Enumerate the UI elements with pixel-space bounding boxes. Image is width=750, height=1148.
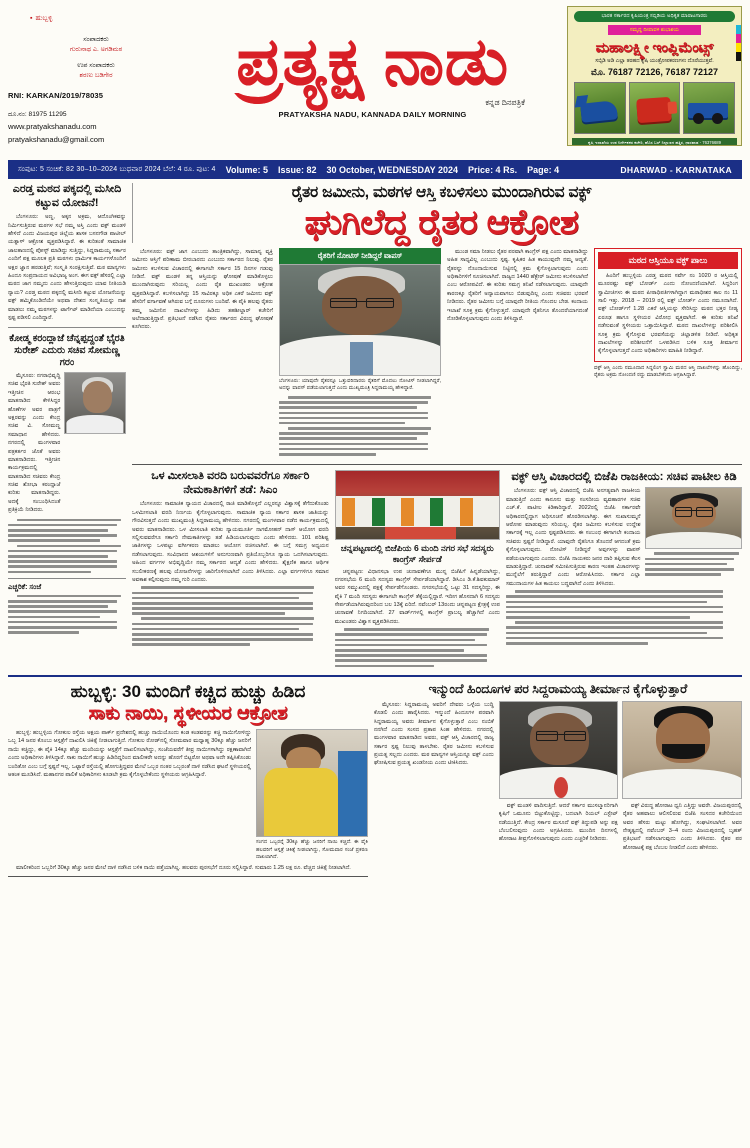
mid-center-story xyxy=(335,470,500,670)
mid-left-story xyxy=(132,470,329,670)
ad-phone-numbers: ಮೊ. 76187 72126, 76187 72127 xyxy=(591,67,718,77)
bottom-left-story xyxy=(8,682,368,877)
datebar-date: 30 October, WEDNESDAY 2024 xyxy=(326,164,459,175)
bottom-right-photo-pratap-simha xyxy=(622,701,742,799)
left-story1-body: ಬೆಂಗಳೂರು: ಅಣ್ಣ, ಅಕ್ಕನ ಅಕ್ರಮ, ಆದೊಂಗಿಕವನ್ನು ನಿರ್ಮಿಸುತ್ತಿರುವ ಮಠಗಳ ಸಭೆ ನಮ್ಮ ಅಸ್ತಿ ಎಂದು ವಕ್ಫ್ ಮಂಡಳಿ ಹೇಳಿದೆ ಎಂದು ವಿಜಯಪುರ ಜಿಲ್ಲೆಯ ಶಾಸಕ ಬಸನಗೌಡ ಪಾಟೀಲ್ ಯತ್ನಾಳ್ ಆಕ್ರೋಶ ವ್ಯಕ್ತಪಡಿಸಿದ್ದಾರೆ. ಈ ಕುರಿತಂತೆ ಸಾಮಾಜಿಕ ಜಾಲತಾಣದಲ್ಲಿ ಪೋಸ್ಟ್ ಮಾಡಿದ್ದು ಸುತ್ತಿದ್ದು, ಸಿದ್ದರಾಮಯ್ಯ ಸರ್ಕಾರ ಎಂದಿಗೆ ಪಕ್ಷ ಮೂಲಕ ಪ್ರತಿ ಮಠಗಳು ಧಾರ್ಮಿಕ ಕಾರ್ಯಗಳೊಂದಿಗೆ ಅಕ್ಷರ ಜ್ಞಾನ ಹರಡುತ್ತಿವೆ; ಸಂಸ್ಕೃತಿ ಸಂರಕ್ಷಿಸುತ್ತಿವೆ. ಮಠ ಮಾನ್ಯಗಳು ಹಿಂದೂ ಸಂಪ್ರದಾಯದ ಅವಿಭಾಜ್ಯ ಅಂಗ. ಈಗ ವಕ್ಫ್ ಹೆಸರಲ್ಲಿ ಎಲ್ಲಾ ಮಠದ ಜಾಗ ನಮ್ಮದು ಎಂದು ಹೇಳುತ್ತಿರುವುದು ಯಾವ ನೀತಿಯಡಿ ನ್ಯಾಯ? ಎರಡ್ತ ಮಠದ ಪಕ್ಕದಲ್ಲಿ ಮಸೀದಿ ಕಟ್ಟುವ ಯೋಜನೆಯನ್ನು ವಕ್ಫ್ ಹಮ್ಮಿಕೊಂಡಿದೆಯೇ ಅಥವಾ ದೇಶದ ಸಂಸ್ಕೃತಿಯನ್ನು ನಾಶ ಮಾಡಲು ನಮ್ಮ ಮಠಗಳನ್ನು ಟಾರ್ಗೆಟ್ ಮಾಡಿದೆಯಾ ಎಂಬುದನ್ನು ಸ್ಪಷ್ಟ ಪಡಿಸಲಿ ಎಂದಿದ್ದಾರೆ. xyxy=(8,214,126,321)
lead-kicker: ರೈತರ ಜಮೀನು, ಮಠಗಳ ಆಸ್ತಿ ಕಬಳಿಸಲು ಮುಂದಾಗಿರುವ ವಕ್ಫ್ xyxy=(291,184,592,201)
mid-right-headline[interactable]: ವಕ್ಫ್ ಆಸ್ತಿ ವಿಚಾರದಲ್ಲಿ ಬಿಜೆಪಿ ರಾಜಕೀಯ: ಸಚಿವ ಪಾಟೀಲ ಕಿಡಿ xyxy=(511,471,737,484)
right-box-inner xyxy=(594,248,742,362)
left-story2-photo xyxy=(64,372,126,434)
masthead-advertisement[interactable] xyxy=(567,6,742,146)
right-box-body: ಹಿಂದಿಗೆ ಹುಬ್ಬಳ್ಳಿಯ ಎರಡ್ತ ಮಠದ ಸರ್ವೇ ನಂ 1020 ರ ಆಸ್ತಿಯಲ್ಲಿ ಮೂರರಷ್ಟು ವಕ್ಫ್ ಬೋರ್ಡ್ ಎಂದು ನೋಂದಣಿಯಾಗಿದೆ. ಸಿದ್ದರಿಂಗ ಸ್ವಾಮೀಜಿಗಳು ಈ ಮಠದ ಪೀಠಾಧಿಪತಿಗಳಾಗಿದ್ದಾಗ ಮಠಾಧೀಶರ ಕಾಲ ನಂ 11 ಸಾಲಿ ಇತ್ತು. 2018 – 2019 ರಲ್ಲಿ ವಕ್ಫ್ ಬೋರ್ಡ್ ಎಂದು ನಮೂದಾಗಿದೆ. ವಕ್ಫ್ ಬೋರ್ಡ್‌ಗೆ 1.28 ಎಕರೆ ಆಸ್ತಿಯನ್ನು ಸೇರಿಸಿದ್ದು ಮಠದ ಭಕ್ತರ ನೀಡ್ಯ ಏರೂಢ ಹಾಗೂ ಸ್ಥಳೀಯರ ವಿರೋಧ ವ್ಯಕ್ತವಾಗಿದೆ. ಈ ಕುರಿತು ತನಿಖೆ ನಡೆಸುವಂತೆ ಸ್ಥಳೀಯರು ಒತ್ತಾಯಿಸಿದ್ದಾರೆ. ಮಠದ ದಾಖಲೆಗಳನ್ನು ಪರಿಶೀಲಿಸಿ ಸೂಕ್ತ ಕ್ರಮ ಕೈಗೊಳ್ಳುವ ಭರವಸೆಯನ್ನು ಜಿಲ್ಲಾಡಳಿತ ನೀಡಿದೆ. ಅಧಿಕೃತ ದಾಖಲೆಗಳನ್ನು ಪರಿಶೀಲನೆಗೆ ಒಳಪಡಿಸಿದ ಬಳಿಕ ಸೂಕ್ತ ತೀರ್ಮಾನ ಕೈಗೊಳ್ಳಲಾಗುತ್ತದೆ ಎಂದು ಅಧಿಕಾರಿಗಳು ಮಾಹಿತಿ ನೀಡಿದ್ದಾರೆ. xyxy=(598,272,738,355)
mid-center-headline[interactable]: ಚನ್ನಪಟ್ಟಣದಲ್ಲಿ ಬಿಜೆಪಿಯ 6 ಮಂದಿ ನಗರ ಸಭೆ ಸದಸ್ಯರು ಕಾಂಗ್ರೆಸ್ ಸೇರ್ಪಡೆ xyxy=(340,543,494,564)
mid-right-body-b xyxy=(645,552,742,575)
ad-top-banner: ಭಾರತ ಸರ್ಕಾರದ ಕೃಷಿಯಂತ್ರ ಸಬ್ಸಿಡಿಯ ಅಧಿಕೃತ ಮಾರಾಟಗಾರರು xyxy=(574,11,735,22)
lead-col-photo xyxy=(279,248,441,458)
datebar-kannada: ಸಂಪುಟ: 5 ಸಂಚಿಕೆ: 82 30–10–2024 ಬುಧವಾರ 2024 ಬೆಲೆ: 4 ರೂ. ಪುಟ: 4 xyxy=(18,165,216,173)
editor-name-2: ಶರಣು ಬಡಿಗೇರ xyxy=(79,71,113,79)
datebar-place: DHARWAD - KARNATAKA xyxy=(620,164,732,175)
subtitle-english: PRATYAKSHA NADU, KANNADA DAILY MORNING xyxy=(278,110,467,119)
lead-photo-band: ರೈತರಿಗೆ ನೋಟಿಸ್ ನೀಡಿದ್ದರೆ ವಾಪಸ್ xyxy=(279,248,441,264)
ad-image-trailer xyxy=(683,82,735,134)
bottom-left-headline-1[interactable]: ಹುಬ್ಬಳ್ಳಿ: 30 ಮಂದಿಗೆ ಕಚ್ಚಿದ ಹುಚ್ಚು ಹಿಡಿದ xyxy=(70,681,306,701)
bottom-right-headline[interactable]: ಇನ್ಮುಂದೆ ಹಿಂದೂಗಳ ಪರ ಸಿದ್ದರಾಮಯ್ಯ ತೀರ್ಮಾನ ಕೈಗೊಳ್ಳುತ್ತಾರೆ xyxy=(428,681,688,696)
lead-photo-siddaramaiah xyxy=(279,264,441,376)
bottom-right-col3: ವಕ್ಫ್ ವಿರುದ್ಧ ಹೋರಾಟ ಧ್ವನಿ ಎತ್ತಿದ್ದು ಅವರೇ. ವಿಜಯಪುರದಲ್ಲಿ ರೈತರ ಅಹವಾಲು ಆಲಿಸಲಿರುವ ಬಿಜೆಪಿ ಸಂಸದರ ಕಚೇರಿಯಿಂದ ಅವರ ಹೆಸರು ಮಟ್ಟು ಹೋಗಿದ್ದು, ಸಂಘಟಿಸಲಾಗಿದೆ. ಅವರ ನೇತೃತ್ವದಲ್ಲಿ ನವೆಂಬರ್ 3–4 ರಂದು ವಿಜಯಪುರದಲ್ಲಿ ಬೃಹತ್ ಪ್ರತಿಭಟನೆ ನಡೆಸಲಾಗುವುದು ಎಂದು ತಿಳಿಸಿದರು. ರೈತರ ಪರ ಹೋರಾಟಕ್ಕೆ ಪಕ್ಷ ಬೆಂಬಲ ನೀಡಲಿದೆ ಎಂದು ಹೇಳಿದರು. xyxy=(622,802,743,851)
left-story2-wrap xyxy=(8,372,126,517)
masthead-left-info xyxy=(8,6,178,146)
contact-website[interactable]: www.pratyakshanadu.com xyxy=(8,122,97,132)
lead-col-3 xyxy=(447,248,588,458)
ad-festival-ribbon: ಸಮೃದ್ಧ ದೀಪಾವಳಿ ಶುಭಾಶಯ xyxy=(608,25,701,35)
mid-center-body-extra xyxy=(335,628,500,667)
lead-headline[interactable]: ಘುಗಿಲೆದ್ದ ರೈತರ ಆಕ್ರೋಶ xyxy=(304,203,579,243)
bottom-left-photo-caption: ಸಂಗದ ಒಬ್ಬರನ್ನೆ 30ಕ್ಕೂ ಹೆಚ್ಚು ಜನರಿಗೆ ನಾಯಿ ಕಚ್ಚಿದೆ. ಈ ಪೈಕಿ ಹಲವರಿಗೆ ಆಸ್ಪತ್ರೆ ಚಿಕಿತ್ಸೆ ನೀಡಲಾಗಿದ್ದು, ಸೋಮವಾರ ಸಂಜೆ ಪ್ರಕರಣ ದಾಖಲಾಗಿದೆ. xyxy=(256,838,368,861)
editor-name-1: ಗುರುನಾಥ ಎ. ಅಗಡಿಮಠ xyxy=(69,45,123,53)
contact-email[interactable]: pratyakshanadu@gmail.com xyxy=(8,134,105,144)
datebar-pages: Page: 4 xyxy=(527,164,560,175)
lead-col3-body: ಮುಂಡ ಸಮಾ ನೀಡಲು ರೈತರ ಪರವಾಗಿ ಕಾಂಗ್ರೆಸ್ ಪಕ್ಷ ಎಂದು ಮಾತನಾಡಿದ್ದು ಅಹಿತ ಸಾಧ್ಯವಿಲ್ಲ ಎಂಬುದು ಸ್ಪಷ್ಟ. ಕೃಷಿಕರ ಹಿತ ಕಾಯುವುದೇ ನಮ್ಮ ಆದ್ಯತೆ. ರೈತರನ್ನು ನೊಂದಾಯಿಸುವ ನಿಟ್ಟಿನಲ್ಲಿ ಕ್ರಮ ಕೈಗೊಳ್ಳಲಾಗುವುದು ಎಂದು ಅಧಿಕಾರಿಗಳಿಗೆ ಸೂಚಿಸಲಾಗಿದೆ. ರಾಜ್ಯದ 1440 ಹೆಕ್ಟೇರ್ ಜಮೀನು ಕಬಳಿಸಲಾಗಿದೆ ಎಂಬ ಆರೋಪವಿದೆ. ಈ ಕುರಿತು ಸಮಗ್ರ ತನಿಖೆ ನಡೆಸಲಾಗುವುದು. ಯಾವುದೇ ಕಾರಣಕ್ಕೂ ರೈತರಿಗೆ ಅನ್ಯಾಯವಾಗಲು ಬಿಡುವುದಿಲ್ಲ ಎಂದು ಸಚಿವರು ಭರವಸೆ ನೀಡಿದರು. ರೈತರ ಜಮೀನು ಬಗ್ಗೆ ಯಾವುದೇ ರೀತಿಯ ಗೊಂದಲ ಬೇಡ. ಕಂದಾಯ ಇಲಾಖೆ ಸೂಕ್ತ ಕ್ರಮ ಕೈಗೊಳ್ಳುತ್ತದೆ. ಯಾವುದೇ ರೈತನಿಗೂ ತೊಂದರೆಯಾಗದಂತೆ ನೋಡಿಕೊಳ್ಳಲಾಗುವುದು ಎಂದು ತಿಳಿಸಿದ್ದಾರೆ. xyxy=(447,248,588,322)
left-story3-headline[interactable]: ಎಚ್ಚರಿಕೆ: ಸಂಜೆ xyxy=(8,584,42,592)
left-sidebar-column xyxy=(8,183,126,670)
bottom-band xyxy=(8,675,742,877)
bottom-right-lower-cols xyxy=(499,802,742,854)
masthead-editors xyxy=(8,35,178,81)
masthead xyxy=(8,6,742,156)
bottom-left-footer-note: ಮಾಲೀಕರಿಂದ ಒಬ್ಬರಿಗೆ 30ಕ್ಕೂ ಹೆಚ್ಚು ಜನರ ಮೇಲೆ ದಾಳಿ ನಡೆಸಿದ ಬಳಿಕ ನಾಯಿ ಪತ್ತೆಯಾಗಿಲ್ಲ. ಹಲವರು ಪುರಸಭೆಗೆ ದೂರು ಸಲ್ಲಿಸಿದ್ದಾರೆ. ಸುಮಾರು 1.25 ಲಕ್ಷ ರೂ. ವೆಚ್ಚದ ಚಿಕಿತ್ಸೆ ನೀಡಲಾಗಿದೆ. xyxy=(16,864,351,871)
editor-label-2: ಉಪ ಸಂಪಾದಕರು xyxy=(77,61,115,69)
main-column xyxy=(132,183,742,670)
mid-right-story xyxy=(506,470,742,670)
right-highlight-box xyxy=(594,248,742,458)
bottom-right-col1: ಮೈಸೂರು: ಸಿದ್ದರಾಮಯ್ಯ ಅವರಿಗೆ ದೇವರು ಒಳ್ಳೆಯ ಬುದ್ಧಿ ಕೊಡಲಿ ಎಂದು ಹಾರೈಸಿದರು. ಇನ್ಮುಂದೆ ಹಿಂದೂಗಳ ಪರವಾಗಿ ಸಿದ್ದರಾಮಯ್ಯ ಅವರು ತೀರ್ಮಾನ ಕೈಗೊಳ್ಳುತ್ತಾರೆ ಎಂಬ ನಂಬಿಕೆ ನನಗಿದೆ ಎಂದು ಸಂಸದ ಪ್ರತಾಪ ಸಿಂಹ ಹೇಳಿದರು. ನಗರದಲ್ಲಿ ಮಂಗಳವಾರ ಮಾತನಾಡಿದ ಅವರು, ವಕ್ಫ್ ಆಸ್ತಿ ವಿಚಾರದಲ್ಲಿ ರಾಜ್ಯ ಸರ್ಕಾರ ಸ್ಪಷ್ಟ ನಿಲುವು ತಾಳಬೇಕು. ರೈತರ ಜಮೀನು ಕಬಳಿಸುವ ಪ್ರಯತ್ನ ಸಲ್ಲದು ಎಂದರು. ಮಠ ಮಾನ್ಯಗಳ ಆಸ್ತಿಯನ್ನೂ ವಕ್ಫ್ ಎಂದು ಘೋಷಿಸುವ ಪ್ರಯತ್ನ ಖಂಡನೀಯ ಎಂದು ಟೀಕಿಸಿದರು. xyxy=(374,701,494,767)
mid-left-body-extra xyxy=(132,586,329,646)
bottom-right-story xyxy=(374,682,742,877)
rni-number: RNI: KARKAN/2019/78035 xyxy=(8,90,104,100)
left-story3-body xyxy=(8,595,126,634)
lead-col1-body: ಬೆಂಗಳೂರು: ವಕ್ಫ್ ಜಾಗ ಎಂಬುದು ತಾಂತ್ರಿಕವಾಗಿದ್ದು, ಸಾಮಾನ್ಯ ವ್ಯಕ್ತಿ ಜಮೀನು ಆಸ್ತಿಗೆ ಪರಿಣಾಮ ಬೀರಬಾರದು ಎಂಬುದು ಸರ್ಕಾರದ ನಿಲುವು. ರೈತರ ಜಮೀನು ಕಬಳಿಸುವ ವಿಚಾರದಲ್ಲಿ ಈಗಾಗಲೇ ಸರ್ಕಾರ 15 ದಿನಗಳ ಗಡುವು ನೀಡಿದೆ. ವಕ್ಫ್ ಮಂಡಳಿ ತನ್ನ ಆಸ್ತಿಯನ್ನು ಘೋಷಣೆ ಮಾಡಿಕೊಳ್ಳಲು ಮುಂದಾಗಿರುವುದು ಸರಿಯಲ್ಲ ಎಂದು ರೈತ ಮುಖಂಡರು ಆಕ್ರೋಶ ವ್ಯಕ್ತಪಡಿಸಿದ್ದಾರೆ. ಕಬಳಿಸಲಾಗಿದ್ದು 15 ಸಾವಿರಕ್ಕೂ ಅಧಿಕ ಎಕರೆ ಜಮೀನು ವಕ್ಫ್ ಹೆಸರಿಗೆ ವರ್ಗಾವಣೆ ಆಗಿರುವ ಬಗ್ಗೆ ದೂರುಗಳು ಬಂದಿವೆ. ಈ ಪೈಕಿ ಹಲವು ರೈತರು ತಮ್ಮ ಜಮೀನಿನ ದಾಖಲೆಗಳನ್ನು ಹಿಡಿದು ತಹಶೀಲ್ದಾರ್ ಕಚೇರಿಗೆ ಅಲೆದಾಡುತ್ತಿದ್ದಾರೆ. ಪ್ರತಿಭಟನೆ ನಡೆಸಿದ ರೈತರು ಸರ್ಕಾರದ ವಿರುದ್ಧ ಘೋಷಣೆ ಕೂಗಿದರು. xyxy=(132,248,273,331)
bottom-right-photo-siddaramaiah xyxy=(499,701,619,799)
bottom-left-body: ಹುಬ್ಬಳ್ಳಿ: ಹುಬ್ಬಳ್ಳಿಯ ಗೋಕುಲ ರಸ್ತೆಯ ಅಕ್ಷಯ ಪಾರ್ಕ್ ಪ್ರದೇಶದಲ್ಲಿ ಹುಚ್ಚು ನಾಯಿಯೊಂದು ಕಂಡ ಕಂಡವರನ್ನು ಕಚ್ಚಿ ನಾಯಿಗೋಳಿದ್ದು ಒಬ್ಬ 14 ಜನರ ಕೊಂಬು ಆಸ್ಪತ್ರೆಗೆ ದಾಖಲಿಸಿ ಚಿಕಿತ್ಸೆ ನೀಡಲಾಗುತ್ತಿದೆ. ಗೋಕುಲ ರೋಡ್‌ನಲ್ಲಿ ಸೋಮವಾರ ಮಧ್ಯಾಹ್ನ 30ಕ್ಕೂ ಹೆಚ್ಚು ಜನರಿಗೆ ನಾಯಿ ಕಚ್ಚಿದ್ದು, ಈ ಪೈಕಿ 14ಕ್ಕೂ ಹೆಚ್ಚು ಮಂದಿಯನ್ನು ಆಸ್ಪತ್ರೆಗೆ ದಾಖಲಿಸಲಾಗಿದ್ದು, ಸಂಜೆಯವರೆಗೆ ತೀವ್ರ ನಾಯಿಗಳಾಗಿದ್ದು ರಕ್ಷಣಾವಾಗಿದೆ ಎಂದು ಅಧಿಕಾರಿಗಳು ತಿಳಿಸಿದ್ದಾರೆ. ಸಾಕು ನಾಯಿಗೆ ಹುಚ್ಚು ಹಿಡಿದಿದ್ದರಿಂದ ಮಾಲೀಕರೇ ಅದನ್ನು ಹೊರಗೆ ಬಿಟ್ಟರೋ ಅಥವಾ ಅದೇ ತಪ್ಪಿಸಿಕೊಂಡು ಬಂದಿತೋ ಎಂಬ ಬಗ್ಗೆ ಸ್ಪಷ್ಟನೆ ಇಲ್ಲ. ಒಟ್ಟಾರೆ ರಸ್ತೆಯಲ್ಲಿ ಹೋಗುತ್ತಿದ್ದವರ ಮೇಲೆ ಒಬ್ಬರ ನಂತರ ಒಬ್ಬರಂತೆ ದಾಳಿ ನಡೆಸಿದ ಘಟನೆ ಸ್ಥಳೀಯರಲ್ಲಿ ಆತಂಕ ಮೂಡಿಸಿದೆ. ಮಹಾನಗರ ಪಾಲಿಕೆ ಅಧಿಕಾರಿಗಳು ಕೂಡಲೇ ಕ್ರಮ ಕೈಗೊಳ್ಳಬೇಕೆಂದು ಸ್ಥಳೀಯರು ಆಗ್ರಹಿಸಿದ್ದಾರೆ. xyxy=(8,729,251,778)
right-box-band: ಮಠದ ಆಸ್ತಿಯೂ ವಕ್ಫ್ ಪಾಲು xyxy=(598,252,738,269)
ad-image-rotavator xyxy=(629,82,681,134)
masthead-bullet-city: ▪ ಹುಬ್ಬಳ್ಳಿ xyxy=(8,14,178,25)
left-story1-headline[interactable]: ಎರಡ್ತ ಮಠದ ಪಕ್ಕದಲ್ಲಿ ಮಸೀದಿ ಕಟ್ಟುವ ಯೋಜನೆ! xyxy=(12,183,122,209)
masthead-title-block xyxy=(178,6,567,119)
bottom-left-photo-dog-victim xyxy=(256,729,368,837)
mid-center-body: ಚನ್ನಪಟ್ಟಣ: ವಿಧಾನಸಭಾ ಉಪ ಚುನಾವಣೆಗೂ ಮುನ್ನ ಬಿಜೆಪಿಗೆ ಹಿನ್ನಡೆಯಾಗಿದ್ದು, ನಗರಸಭೆಯ 6 ಮಂದಿ ಸದಸ್ಯರು ಕಾಂಗ್ರೆಸ್ ಸೇರ್ಪಡೆಯಾಗಿದ್ದಾರೆ. ಡಿಸಿಎಂ ಡಿ.ಕೆ.ಶಿವಕುಮಾರ್ ಅವರ ಸಮ್ಮುಖದಲ್ಲಿ ಪಕ್ಷಕ್ಕೆ ಸೇರ್ಪಡೆಗೊಂಡರು. ನಗರಸಭೆಯಲ್ಲಿ ಒಟ್ಟು 31 ಸದಸ್ಯರಿದ್ದು, ಈ ಪೈಕಿ 7 ಮಂದಿ ಸದಸ್ಯರು ಈಗಾಗಲೇ ಕಾಂಗ್ರೆಸ್ ತೆಕ್ಕೆಯಲ್ಲಿದ್ದಾರೆ. ಇದೀಗ ಹೊಸದಾಗಿ 6 ಸದಸ್ಯರು ಸೇರ್ಪಡೆಯಾಗಿರುವುದರಿಂದ ಬಲ 13ಕ್ಕೆ ಏರಿದೆ. ನವೆಂಬರ್ 13ರಂದು ಚನ್ನಪಟ್ಟಣ ಕ್ಷೇತ್ರಕ್ಕೆ ಉಪ ಚುನಾವಣೆ ನಿಗದಿಯಾಗಿದೆ. 27 ವಾರ್ಡ್‌ಗಳಲ್ಲಿ ಕಾಂಗ್ರೆಸ್ ಪ್ರಾಬಲ್ಯ ಹೆಚ್ಚಾಗಿದೆ ಎಂದು ಮುಖಂಡರು ವಿಶ್ವಾಸ ವ್ಯಕ್ತಪಡಿಸಿದರು. xyxy=(334,568,500,625)
bottom-left-wrap xyxy=(8,729,368,862)
ad-image-plough xyxy=(574,82,626,134)
color-registration-strip xyxy=(736,25,742,61)
lead-three-columns xyxy=(132,248,742,458)
ad-company-name: ಮಹಾಲಕ್ಷ್ಮೀ ಇಂಪ್ಲಿಮೆಂಟ್ಸ್ xyxy=(595,39,714,55)
mid-center-photo-congress-group xyxy=(335,470,500,540)
right-box-footer: ವಕ್ಫ್ ಆಸ್ತಿ ಎಂದು ನಮೂದಾದ ಸಿದ್ಧಲಿಂಗ ಸ್ವಾಮಿ ಮಠದ ಆಸ್ತಿ ದಾಖಲೆಗಳನ್ನು ಹೊಂದಿದ್ದು, ರೈತರು ಅಕ್ರಮ ನೋಂದಣಿ ರದ್ದು ಮಾಡಬೇಕೆಂದು ಆಗ್ರಹಿಸಿದ್ದಾರೆ. xyxy=(594,364,742,379)
left-story2-headline[interactable]: ಕೋಡ್ಮ ಕರಂದ್ಲಾಜೆ ಚೆನ್ನಪ್ಪದ್ದಂತೆ ಭೈರತಿ ಸುರೇಶ್ ಎದುರು ಸಚಿವ ಸೋಮಣ್ಣ ಗರಂ xyxy=(9,333,125,369)
left-story2-body-a: ಮೈಸೂರು: ನಗರಾಭಿವೃದ್ಧಿ ಸಚಿವ ಭೈರತಿ ಸುರೇಶ್ ಅವರು ಇತ್ತೀಚಿನ ಆರಂಭ ಮಾತನಾಡಿದ ಕೇಳಿಸಿದ್ದರ ಹೊಣೆಗಳ ಅವರ ಪಾತ್ರಗೆ ಅಕ್ಷರವನ್ನು ಎಂದು ಕೇಂದ್ರ ಸಚಿವ ವಿ. ಸೋಮಣ್ಣ ಸಮಾಧಾನ ಹೇಳಿದರು. ನಗರದಲ್ಲಿ ಮಂಗಳವಾರ ಪತ್ರಕರ್ತರ ಜೊತೆ ಅವರು ಮಾತನಾಡಿದರು. ಇತ್ತೀಚಿನ ಕಾರ್ಯಕ್ರಮದಲ್ಲಿ ಮಾತನಾಡಿದ ಸಚಿವರು ಕೇಂದ್ರ ಸಚಿವ ಶೋಭಾ ಕರಂದ್ಲಾಜೆ ಕುರಿತು ಮಾತನಾಡಿದ್ದರು. ಅದಕ್ಕೆ ಸಂಬಂಧಿಸಿದಂತೆ ಪ್ರತಿಕ್ರಿಯೆ ನೀಡಿದರು. xyxy=(8,373,61,514)
newspaper-title: ಪ್ರತ್ಯಕ್ಷ ನಾಡು xyxy=(236,24,509,98)
subtitle-kannada: ಕನ್ನಡ ದಿನಪತ್ರಿಕೆ xyxy=(485,98,525,107)
bottom-right-wrap xyxy=(374,701,742,854)
bottom-right-photos xyxy=(499,701,742,799)
ad-description: ಸಬ್ಸಿಡಿ ಅಡಿ ಎಲ್ಲಾ ತರಹದ ಕೃಷಿ ಯಂತ್ರೋಪಕರಣಗಳು ದೊರೆಯುತ್ತವೆ. xyxy=(595,58,714,64)
masthead-contact xyxy=(8,110,178,146)
lead-photo-extra-body xyxy=(279,396,441,456)
mid-right-body-a: ಬೆಂಗಳೂರು: ವಕ್ಫ್ ಆಸ್ತಿ ವಿಚಾರದಲ್ಲಿ ಬಿಜೆಪಿ ಅನಗತ್ಯವಾಗಿ ರಾಜಕೀಯ ಮಾಡುತ್ತಿದೆ ಎಂದು ಕಾನೂನು ಮತ್ತು ಸಂಸದೀಯ ವ್ಯವಹಾರಗಳ ಸಚಿವ ಎಚ್.ಕೆ. ಪಾಟೀಲ ಕಿಡಿಕಾರಿದ್ದಾರೆ. 2022ರಲ್ಲಿ ಬಿಜೆಪಿ ಸರ್ಕಾರವೇ ಅಧಿಕಾರದಲ್ಲಿದ್ದಾಗ ಅಧಿಸೂಚನೆ ಹೊರಡಿಸಲಾಗಿತ್ತು. ಈಗ ಸುಖಾಸುಮ್ಮನೆ ಆರೋಪ ಮಾಡುವುದು ಸರಿಯಲ್ಲ. ರೈತರ ಜಮೀನು ಕಬಳಿಸುವ ಉದ್ದೇಶ ಸರ್ಕಾರಕ್ಕೆ ಇಲ್ಲ ಎಂದು ಸ್ಪಷ್ಟಪಡಿಸಿದರು. ಈ ಸಂಬಂಧ ಈಗಾಗಲೇ ಕಂದಾಯ ಸಚಿವರು ಸ್ಪಷ್ಟನೆ ನೀಡಿದ್ದಾರೆ. ಯಾವುದೇ ರೈತನಿಗೂ ತೊಂದರೆ ಆಗದಂತೆ ಕ್ರಮ ಕೈಗೊಳ್ಳಲಾಗುವುದು. ನೋಟಿಸ್ ನೀಡಿದ್ದರೆ ಅವುಗಳನ್ನು ವಾಪಸ್ ಪಡೆಯಲಾಗುವುದು ಎಂದರು. ಬಿಜೆಪಿ ನಾಯಕರು ಜನರ ದಾರಿ ತಪ್ಪಿಸುವ ಕೆಲಸ ಮಾಡುತ್ತಿದ್ದಾರೆ. ಚುನಾವಣೆ ಸಮೀಪಿಸುತ್ತಿರುವ ಕಾರಣ ಇಂತಹ ವಿಚಾರಗಳನ್ನು ಮುನ್ನೆಲೆಗೆ ತರುತ್ತಿದ್ದಾರೆ ಎಂದು ಆರೋಪಿಸಿದರು. ಸರ್ಕಾರ ಎಲ್ಲಾ ಸಮುದಾಯಗಳ ಹಿತ ಕಾಯಲು ಬದ್ಧವಾಗಿದೆ ಎಂದು ತಿಳಿಸಿದರು. xyxy=(505,488,641,587)
mid-left-headline[interactable]: ಒಳ ಮೀಸಲಾತಿ ವರದಿ ಬರುವವರೆಗೂ ಸರ್ಕಾರಿ ನೇಮಕಾತಿಗಳಿಗೆ ತಡೆ: ಸಿಎಂ xyxy=(151,470,310,496)
editor-label-1: ಸಂಪಾದಕರು xyxy=(83,35,109,43)
ad-product-images xyxy=(574,82,735,134)
lead-headline-block xyxy=(132,183,742,243)
mid-left-body: ಬೆಂಗಳೂರು: ಸಾಮಾಜಿಕ ನ್ಯಾಯದ ವಿಚಾರದಲ್ಲಿ ರಾಜಿ ಮಾಡಿಕೊಳ್ಳದೆ ಎಲ್ಲರನ್ನೂ ವಿಶ್ವಾಸಕ್ಕೆ ತೆಗೆದುಕೊಂಡು ಒಳಮೀಸಲಾತಿ ವರದಿ ನಿರ್ಣಯ ಕೈಗೊಳ್ಳಲಾಗುವುದು. ಸಾಮಾಜಿಕ ನ್ಯಾಯ ಸರ್ಕಾರ ಶಾಸಕ ಜಾತಿಯನ್ನು ಗೌರವಿಸುತ್ತದೆ ಎಂದು ಮುಖ್ಯಮಂತ್ರಿ ಸಿದ್ದರಾಮಯ್ಯ ಹೇಳಿದರು. ನಗರದಲ್ಲಿ ಮಂಗಳವಾರ ನಡೆದ ಕಾರ್ಯಕ್ರಮದಲ್ಲಿ ಅವರು ಮಾತನಾಡಿದರು. ಒಳ ಮೀಸಲಾತಿ ಕುರಿತು ನ್ಯಾಯಮೂರ್ತಿ ನಾಗಮೋಹನ್ ದಾಸ್ ಆಯೋಗ ವರದಿ ಸಲ್ಲಿಸುವವರೆಗೂ ಸರ್ಕಾರಿ ನೇಮಕಾತಿಗಳನ್ನು ತಡೆ ಹಿಡಿಯಲಾಗುವುದು ಎಂದು ಹೇಳಿದರು. 101 ಪರಿಶಿಷ್ಟ ಜಾತಿಗಳನ್ನು ಒಳಪಟ್ಟು ವರ್ಗೀಕರಣ ಮಾಡಲು ಆಯೋಗ ರಚಿಸಲಾಗಿದೆ. ಈ ಬಗ್ಗೆ ಸಮಗ್ರ ಅಧ್ಯಯನ ನಡೆಸಲಾಗುವುದು. ಸಂವಿಧಾನದ ಆಶಯಗಳಿಗೆ ಅನುಗುಣವಾಗಿ ಪ್ರತಿಯೊಬ್ಬರಿಗೂ ನ್ಯಾಯ ಒದಗಿಸಲಾಗುವುದು. ಅಹಿಂದ ವರ್ಗಗಳ ಅಭಿವೃದ್ಧಿಯೇ ನಮ್ಮ ಸರ್ಕಾರದ ಆದ್ಯತೆ ಎಂದು ಹೇಳಿದರು. ಶೈಕ್ಷಣಿಕ ಹಾಗೂ ಆರ್ಥಿಕ ಸಬಲೀಕರಣಕ್ಕೆ ಹಲವು ಯೋಜನೆಗಳನ್ನು ಜಾರಿಗೊಳಿಸಲಾಗಿದೆ ಎಂದು ತಿಳಿಸಿದರು. ಎಲ್ಲಾ ವರ್ಗಗಳಿಗೂ ಸಮಾನ ಅವಕಾಶ ಕಲ್ಪಿಸುವುದು ನಮ್ಮ ಗುರಿ ಎಂದರು. xyxy=(132,501,329,583)
main-content xyxy=(8,183,742,670)
mid-right-wrap xyxy=(506,487,742,590)
bottom-right-col2: ವಕ್ಫ್ ಮಂಡಳಿ ವಾದಿಸುತ್ತಿದೆ. ಆದರೆ ಸರ್ಕಾರ ಮುಸಲ್ಮಾನರಿಗಾಗಿ ಕೃಷಿಗೆ ಒಮೂನು ಬಿಟ್ಟುಕೊಟ್ಟಿದ್ದು, ಬದಲಾಗಿ ರಿಯಲ್ ಎಸ್ಟೇಟ್ ನಡೆಯುತ್ತಿದೆ. ಕೇಂದ್ರ ಸರ್ಕಾರ ಮಸೂದೆ ವಕ್ಫ್ ತಿದ್ದುಪಡಿ ಅನ್ನು ಪಕ್ಷ ಬೆಂಬಲಿಸುವುದು ಎಂದು ಅಗ್ರಹಿಸಿದರು. ಮುಂದಿನ ದಿನಗಳಲ್ಲಿ ಹೋರಾಟ ತೀವ್ರಗೊಳಿಸಲಾಗುವುದು ಎಂದು ಎಚ್ಚರಿಕೆ ನೀಡಿದರು. xyxy=(498,802,618,843)
datebar-issue: Issue: 82 xyxy=(277,164,317,175)
mid-band xyxy=(132,470,742,670)
lead-photo-caption: ಬೆಂಗಳೂರು: ಯಾವುದೇ ರೈತರನ್ನೂ ಒತ್ತುವರಿದಾರರು ರೈತರಿಗೆ ಮೊದಲು ನೋಟಿಸ್ ನೀಡಲಾಗಿದ್ದರೆ, ಅದನ್ನು ವಾಪಸ್ ಪಡೆಯಲಾಗುತ್ತದೆ ಎಂದು ಮುಖ್ಯಮಂತ್ರಿ ಸಿದ್ದರಾಮಯ್ಯ ಹೇಳಿದ್ದಾರೆ. xyxy=(278,377,442,392)
datebar-price: Price: 4 Rs. xyxy=(468,164,518,175)
datebar-volume: Volume: 5 xyxy=(225,164,268,175)
bottom-left-headline-2[interactable]: ಸಾಕು ನಾಯಿ, ಸ್ಥಳೀಯರ ಆಕ್ರೋಶ xyxy=(88,703,288,725)
lead-col-1 xyxy=(132,248,273,458)
contact-phone: ದೂ.ನಂ: 81975 11295 xyxy=(8,111,67,119)
mid-right-photo-patil xyxy=(645,487,742,549)
left-story2-body-b xyxy=(8,519,126,573)
date-info-bar xyxy=(8,160,742,179)
ad-footer-address: ಕೃಷಿ ಇಲಾಖೆಯ ಉಪ ನಿರ್ದೇಶಕರ ಕಚೇರಿ, ಹೊಸ ಬಸ್ ನಿಲ್ದಾಣದ ಹತ್ತಿರ, ಧಾರವಾಡ - 76376689 xyxy=(572,138,737,146)
mid-right-body-c xyxy=(506,590,742,644)
